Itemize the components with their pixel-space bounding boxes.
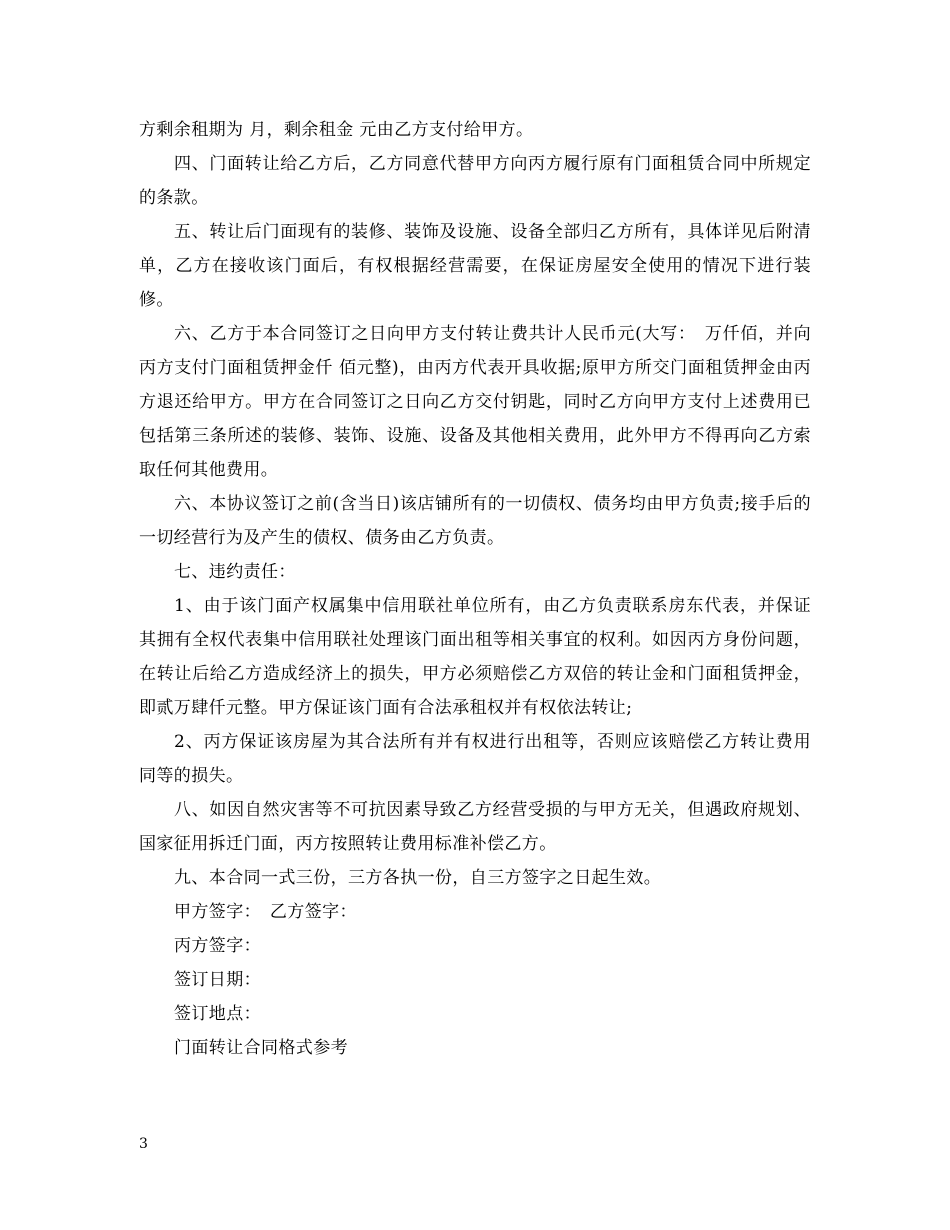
paragraph-clause-6-debts: 六、本协议签订之前(含当日)该店铺所有的一切债权、债务均由甲方负责;接手后的一切经营行为及产生的债权、债务由乙方负责。 — [139, 494, 811, 548]
paragraph-clause-9: 九、本合同一式三份，三方各执一份，自三方签字之日起生效。 — [174, 868, 662, 888]
paragraph-remaining-term: 方剩余租期为 月，剩余租金 元由乙方支付给甲方。 — [139, 120, 534, 140]
footer-title: 门面转让合同格式参考 — [174, 1038, 348, 1058]
paragraph-clause-7-item-2: 2、丙方保证该房屋为其合法所有并有权进行出租等，否则应该赔偿乙方转让费用同等的损失。 — [139, 732, 811, 786]
paragraph-clause-8: 八、如因自然灾害等不可抗因素导致乙方经营受损的与甲方无关，但遇政府规划、国家征用拆迁门面，丙方按照转让费用标准补偿乙方。 — [139, 800, 811, 854]
paragraph-clause-6-payment: 六、乙方于本合同签订之日向甲方支付转让费共计人民币元(大写： 万仟佰，并向丙方支付门面租赁押金仟 佰元整)，由丙方代表开具收据;原甲方所交门面租赁押金由丙方退还给甲方。甲方在合同签订之日向乙方交付钥匙，同时乙方向甲方支付上述费用已包括第三条所述的装修、装饰、设施、设备及其他相关费用，此外甲方不得再向乙方索取任何其他费用。 — [139, 324, 811, 480]
signature-party-c: 丙方签字： — [174, 936, 261, 956]
document-body — [139, 113, 811, 1065]
signing-date: 签订日期： — [174, 970, 261, 990]
signature-party-a-b: 甲方签字： 乙方签字： — [174, 902, 357, 922]
paragraph-clause-7-heading: 七、违约责任： — [174, 562, 296, 582]
page-number: 3 — [139, 1136, 148, 1152]
paragraph-clause-7-item-1: 1、由于该门面产权属集中信用联社单位所有，由乙方负责联系房东代表，并保证其拥有全权代表集中信用联社处理该门面出租等相关事宜的权利。如因丙方身份问题，在转让后给乙方造成经济上的损失，甲方必须赔偿乙方双倍的转让金和门面租赁押金，即贰万肆仟元整。甲方保证该门面有合法承租权并有权依法转让; — [139, 596, 811, 718]
paragraph-clause-4: 四、门面转让给乙方后，乙方同意代替甲方向丙方履行原有门面租赁合同中所规定的条款。 — [139, 154, 811, 208]
signing-place: 签订地点： — [174, 1004, 261, 1024]
paragraph-clause-5: 五、转让后门面现有的装修、装饰及设施、设备全部归乙方所有，具体详见后附清单，乙方在接收该门面后，有权根据经营需要，在保证房屋安全使用的情况下进行装修。 — [139, 222, 811, 310]
